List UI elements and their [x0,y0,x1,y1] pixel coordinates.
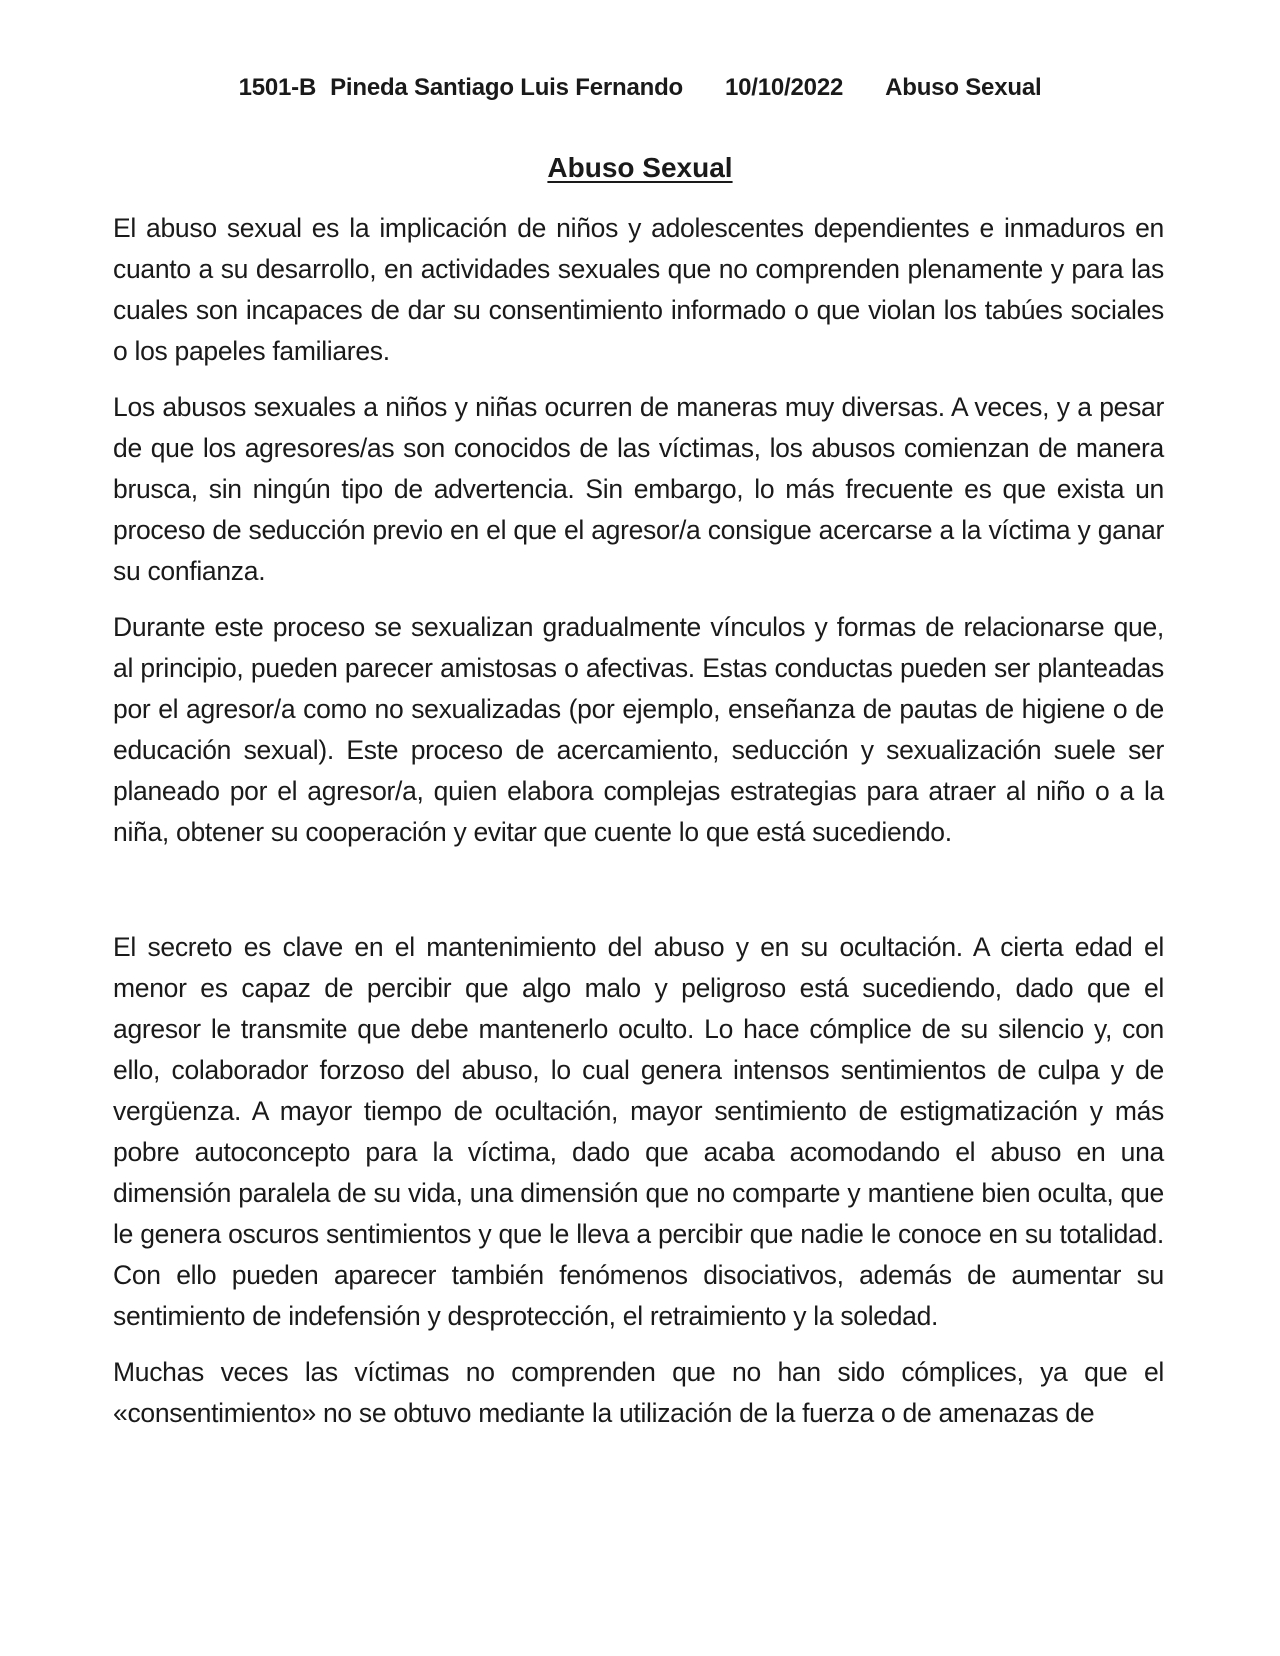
paragraph-forms-of-abuse: Los abusos sexuales a niños y niñas ocurren de maneras muy diversas. A veces, y a pesar de que los agresores/as son conocidos de las víctimas, los abusos comienzan de manera brusca, sin ningún tipo de advertencia. Sin embargo, lo más frecuente es que exista un proceso de seducción previo en el que el agresor/a consigue acercarse a la víctima y ganar su confianza. [113,392,1164,586]
header-student-name: Pineda Santiago Luis Fernando [330,74,683,101]
header-group: 1501-B [238,74,317,101]
paragraph-seduction-process: Durante este proceso se sexualizan gradualmente vínculos y formas de relacionarse que, al principio, pueden parecer amistosas o afectivas. Estas conductas pueden ser planteadas por el agresor/a como no sexualizadas (por ejemplo, enseñanza de pautas de higiene o de educación sexual). Este proceso de acercamiento, seducción y sexualización suele ser planeado por el agresor/a, quien elabora complejas estrategias para atraer al niño o a la niña, obtener su cooperación y evitar que cuente lo que está sucediendo. [113,612,1164,847]
document-header [0,74,1280,102]
header-date: 10/10/2022 [725,74,844,101]
document-title: Abuso Sexual [547,152,733,183]
paragraph-definition: El abuso sexual es la implicación de niños y adolescentes dependientes e inmaduros en cuanto a su desarrollo, en actividades sexuales que no comprenden plenamente y para las cuales son incapaces de dar su consentimiento informado o que violan los tabúes sociales o los papeles familiares. [113,213,1164,366]
document-body [113,208,1164,1449]
paragraph-secrecy: El secreto es clave en el mantenimiento del abuso y en su ocultación. A cierta edad el menor es capaz de percibir que algo malo y peligroso está sucediendo, dado que el agresor le transmite que debe mantenerlo oculto. Lo hace cómplice de su silencio y, con ello, colaborador forzoso del abuso, lo cual genera intensos sentimientos de culpa y de vergüenza. A mayor tiempo de ocultación, mayor sentimiento de estigmatización y más pobre autoconcepto para la víctima, dado que acaba acomodando el abuso en una dimensión paralela de su vida, una dimensión que no comparte y mantiene bien oculta, que le genera oscuros sentimientos y que le lleva a percibir que nadie le conoce en su totalidad. Con ello pueden aparecer también fenómenos disociativos, además de aumentar su sentimiento de indefensión y desprotección, el retraimiento y la soledad. [113,932,1164,1331]
paragraph-consent: Muchas veces las víctimas no comprenden que no han sido cómplices, ya que el «consentimiento» no se obtuvo mediante la utilización de la fuerza o de amenazas de [113,1357,1164,1428]
header-topic: Abuso Sexual [885,74,1042,101]
